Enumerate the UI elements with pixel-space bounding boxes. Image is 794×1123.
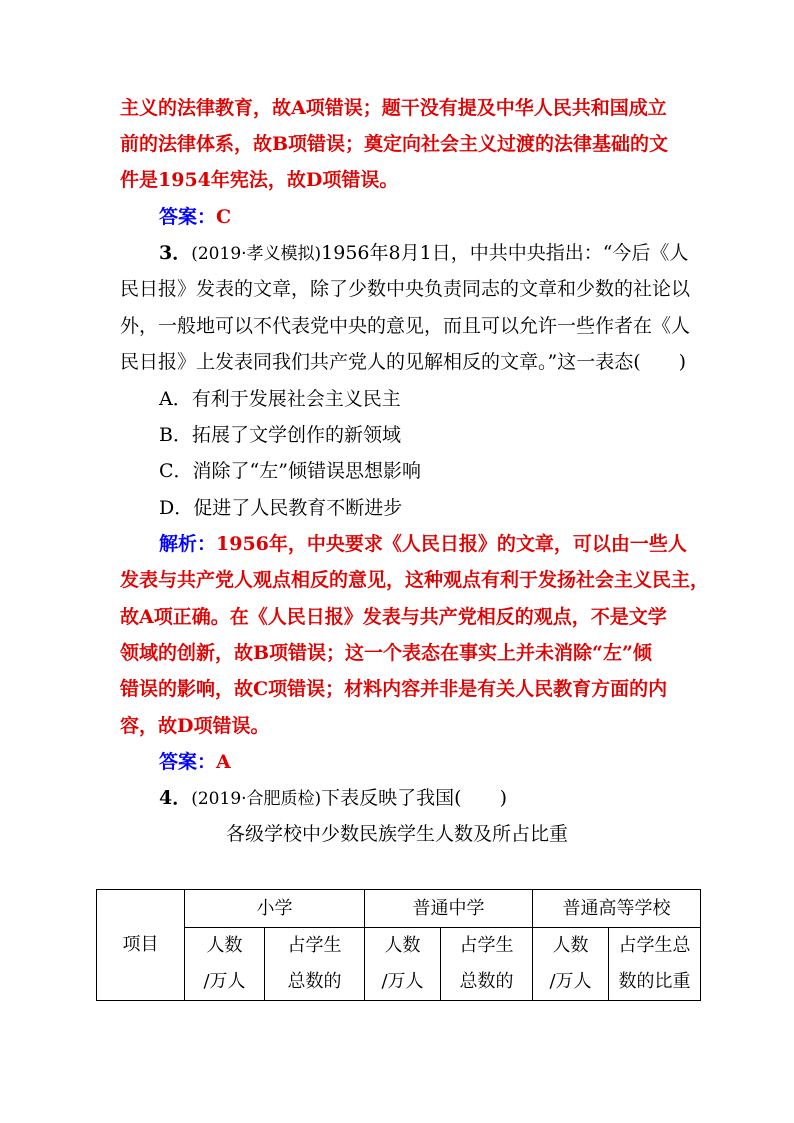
analysis-text: 错误的影响，故C项错误；材料内容并非是有关人民教育方面的内 xyxy=(120,678,668,700)
sub-header-line: 数的比重 xyxy=(618,971,691,992)
group-header: 普通中学 xyxy=(365,890,533,928)
analysis-text: 故A项正确。在《人民日报》发表与共产党相反的观点，不是文学 xyxy=(120,606,667,628)
answer-value: A xyxy=(216,751,231,773)
question-text: 民日报》上发表同我们共产党人的见解相反的文章。”这一表态( ) xyxy=(120,351,687,373)
question-source: (2019·合肥质检) xyxy=(191,789,322,809)
answer-label: 答案： xyxy=(159,751,217,773)
sub-header-line: 人数 xyxy=(206,935,243,956)
sub-header xyxy=(185,928,265,1001)
sub-header-line: 总数的 xyxy=(287,971,342,992)
sub-header-line: 占学生总 xyxy=(618,935,691,956)
question-text: 1956年8月1日，中共中央指出：“今后《人 xyxy=(321,242,689,264)
sub-header-line: 总数的 xyxy=(459,971,514,992)
answer-value: C xyxy=(216,206,232,228)
option-b: B．拓展了文学创作的新领域 xyxy=(159,424,401,446)
analysis-label: 解析： xyxy=(159,533,217,555)
sub-header xyxy=(365,928,441,1001)
row-header: 项目 xyxy=(97,890,185,1001)
table-title: 各级学校中少数民族学生人数及所占比重 xyxy=(225,823,568,845)
data-table xyxy=(96,889,701,1001)
analysis-text: 发表与共产党人观点相反的意见，这种观点有利于发扬社会主义民主， xyxy=(120,569,710,591)
analysis-first-line xyxy=(159,532,687,556)
sub-header-line: 占学生 xyxy=(287,935,342,956)
analysis-text: 领域的创新，故B项错误；这一个表态在事实上并未消除“左”倾 xyxy=(120,642,652,664)
question-text: 下表反映了我国( ) xyxy=(321,787,507,809)
question-number: 4． xyxy=(159,787,192,809)
analysis-line: 件是1954年宪法，故D项错误。 xyxy=(120,169,399,191)
option-a: A．有利于发展社会主义民主 xyxy=(159,388,401,410)
question-text: 民日报》发表的文章，除了少数中央负责同志的文章和少数的社论以 xyxy=(120,278,691,300)
analysis-line: 主义的法律教育，故A项错误；题干没有提及中华人民共和国成立 xyxy=(120,97,667,119)
sub-header-line: 人数 xyxy=(552,935,589,956)
question-number: 3． xyxy=(159,242,192,264)
sub-header xyxy=(265,928,365,1001)
analysis-text: 1956年，中央要求《人民日报》的文章，可以由一些人 xyxy=(216,533,687,555)
group-header: 小学 xyxy=(185,890,365,928)
sub-header-line: 人数 xyxy=(384,935,421,956)
sub-header-line: /万人 xyxy=(203,971,246,992)
sub-header xyxy=(533,928,609,1001)
answer-line xyxy=(159,205,231,229)
answer-label: 答案： xyxy=(159,206,217,228)
sub-header xyxy=(441,928,533,1001)
question-stem xyxy=(159,786,507,811)
answer-line xyxy=(159,750,231,774)
sub-header-line: /万人 xyxy=(381,971,424,992)
analysis-line: 前的法律体系，故B项错误；奠定向社会主义过渡的法律基础的文 xyxy=(120,133,669,155)
group-header: 普通高等学校 xyxy=(533,890,701,928)
option-c: C．消除了“左”倾错误思想影响 xyxy=(159,460,421,482)
question-source: (2019·孝义模拟) xyxy=(191,244,322,264)
option-d: D．促进了人民教育不断进步 xyxy=(159,497,403,519)
sub-header-line: /万人 xyxy=(549,971,592,992)
analysis-text: 容，故D项错误。 xyxy=(120,715,270,737)
question-text: 外，一般地可以不代表党中央的意见，而且可以允许一些作者在《人 xyxy=(120,315,691,337)
question-stem xyxy=(159,241,688,266)
sub-header-line: 占学生 xyxy=(459,935,514,956)
sub-header xyxy=(609,928,701,1001)
